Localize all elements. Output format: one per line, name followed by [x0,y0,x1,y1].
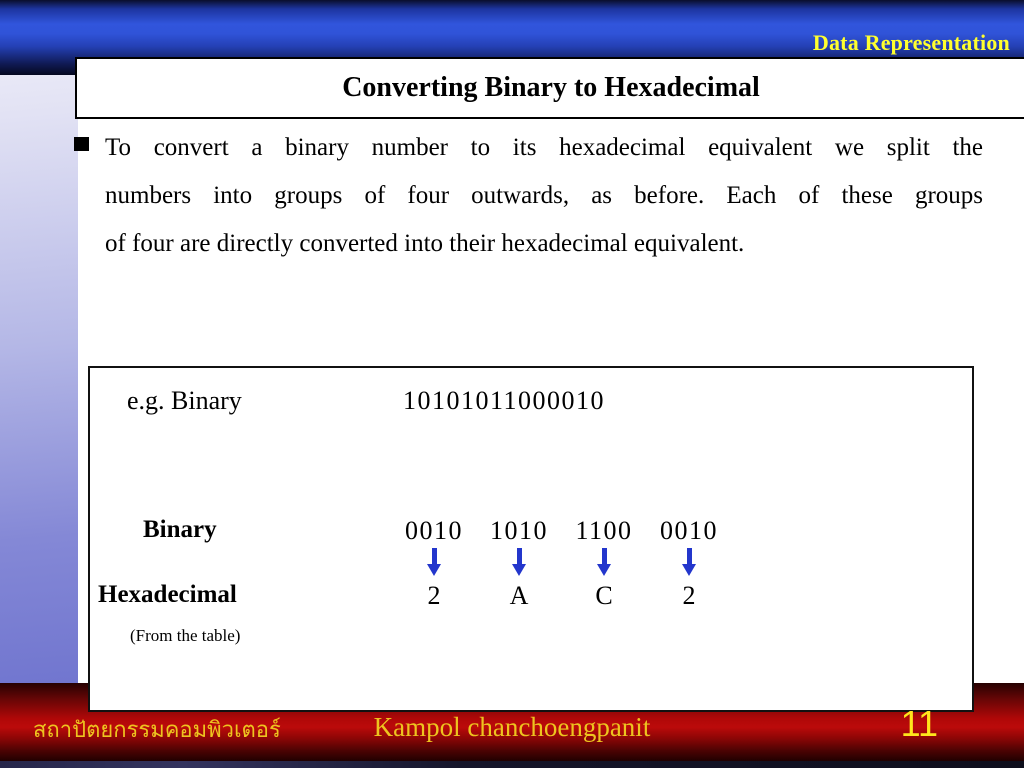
body-line: numbers into groups of four outwards, as before. Each of these groups [105,182,983,209]
binary-row-label: Binary [143,516,217,543]
hex-value: 2 [682,581,696,610]
hexadecimal-row-label: Hexadecimal [98,581,237,608]
binary-group: 0010 [660,516,718,545]
header-badge: Data Representation [812,30,1010,55]
example-intro-label: e.g. Binary [127,386,242,415]
hex-value: A [509,581,529,610]
body-line: To convert a binary number to its hexadecimal equivalent we split the [105,134,983,161]
down-arrow-icon [561,548,647,578]
page-number: 11 [900,703,938,744]
footer-author-text: Kampol chanchoengpanit [373,712,651,742]
body-line: of four are directly converted into their hexadecimal equivalent. [105,230,745,257]
hex-value: C [595,581,613,610]
body-paragraph [105,124,983,268]
example-binary-number: 10101011000010 [403,386,606,415]
bullet-square-icon [74,137,89,151]
binary-group: 0010 [405,516,463,545]
example-note: (From the table) [130,626,241,645]
down-arrow-icon [391,548,477,578]
example-box [88,366,974,712]
bottom-edge-strip [0,761,1024,768]
footer-department-text: สถาปัตยกรรมคอมพิวเตอร์ [33,717,281,742]
down-arrow-icon [646,548,732,578]
title-box [75,57,1024,119]
left-gradient-column [0,0,78,768]
binary-group: 1100 [575,516,633,545]
page-title: Converting Binary to Hexadecimal [342,72,760,103]
binary-group: 1010 [490,516,548,545]
down-arrow-icon [476,548,562,578]
hex-value: 2 [427,581,441,610]
